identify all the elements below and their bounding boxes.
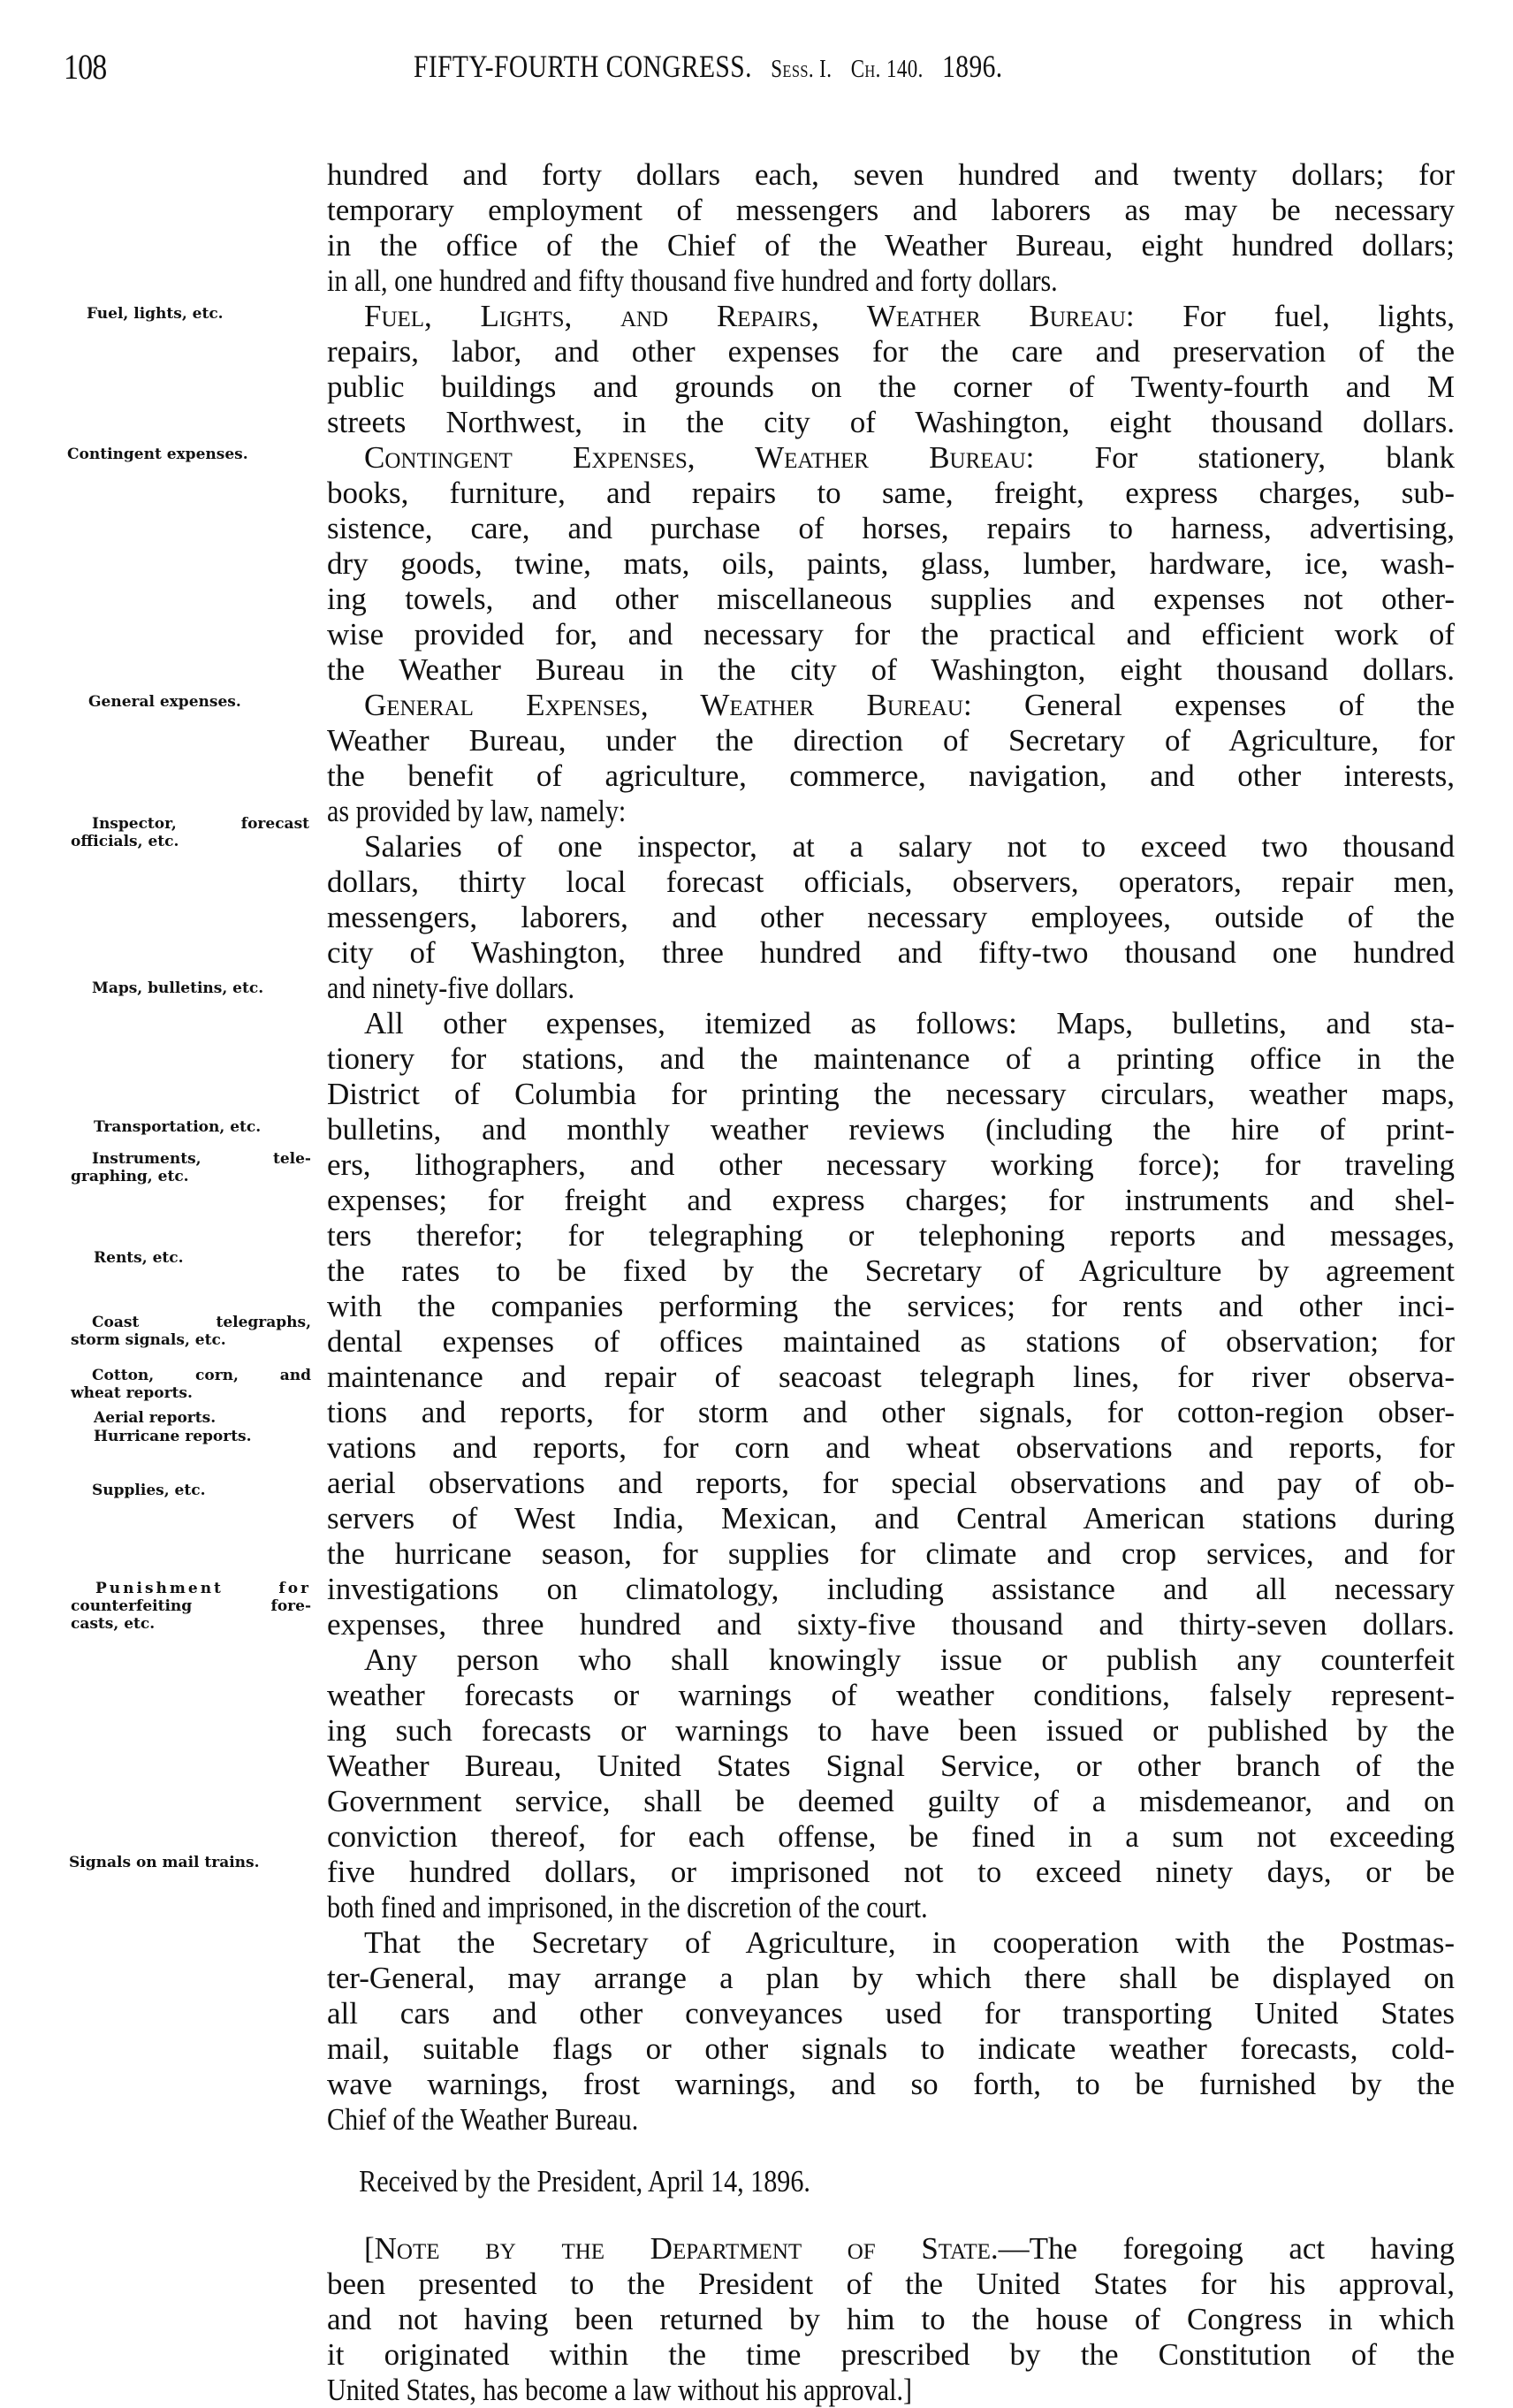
text-line: as provided by law, namely: bbox=[327, 794, 627, 828]
section-heading: Contingent Expenses, Weather Bureau: bbox=[364, 440, 1035, 475]
text-line: ing towels, and other miscellaneous supplies and expenses not other- bbox=[327, 582, 1455, 616]
margin-note-line: Contingent expenses. bbox=[67, 446, 248, 463]
margin-note-punishment bbox=[71, 1580, 311, 1633]
text-line: messengers, laborers, and other necessary employees, outside of the bbox=[327, 900, 1455, 934]
text-line: dollars, thirty local forecast officials, observers, operators, repair men, bbox=[327, 865, 1455, 899]
paragraph-mail-train-signals bbox=[327, 1925, 1455, 2137]
statute-body bbox=[327, 157, 1455, 2408]
text-line: Any person who shall knowingly issue or publish any counterfeit bbox=[364, 1642, 1455, 1677]
margin-note-rents bbox=[94, 1249, 184, 1267]
text-line: ters therefor; for telegraphing or telephoning reports and messages, bbox=[327, 1218, 1455, 1253]
paragraph-general bbox=[327, 688, 1455, 829]
margin-note-signals bbox=[69, 1854, 260, 1871]
received-by-president: Received by the President, April 14, 1896. bbox=[359, 2164, 810, 2198]
text-line: both fined and imprisoned, in the discretion of the court. bbox=[327, 1890, 928, 1924]
margin-note-line: casts, etc. bbox=[71, 1615, 156, 1633]
text-run: General expenses of the bbox=[971, 688, 1455, 722]
paragraph-counterfeit-forecasts bbox=[327, 1642, 1455, 1925]
text-line: temporary employment of messengers and laborers as may be necessary bbox=[327, 193, 1455, 227]
text-run: For stationery, blank bbox=[1034, 440, 1455, 475]
paragraph-contingent bbox=[327, 440, 1455, 688]
text-line: dry goods, twine, mats, oils, paints, glass, lumber, hardware, ice, wash- bbox=[327, 546, 1455, 581]
page-number: 108 bbox=[64, 47, 107, 87]
margin-note-general bbox=[88, 693, 241, 711]
text-line: conviction thereof, for each offense, be fined in a sum not exceeding bbox=[327, 1819, 1455, 1854]
margin-note-line: Inspector, forecast bbox=[92, 815, 309, 833]
text-line: the benefit of agriculture, commerce, navigation, and other interests, bbox=[327, 758, 1455, 793]
text-line bbox=[327, 299, 1455, 334]
session-label: Sess. I. bbox=[771, 56, 833, 83]
margin-note-line: Transportation, etc. bbox=[94, 1118, 262, 1136]
text-line: Salaries of one inspector, at a salary not to exceed two thousand bbox=[364, 829, 1455, 864]
margin-note-line: Rents, etc. bbox=[94, 1249, 184, 1267]
text-line: maintenance and repair of seacoast telegraph lines, for river observa- bbox=[327, 1360, 1455, 1394]
margin-note-maps bbox=[92, 979, 263, 997]
text-line: aerial observations and reports, for special observations and pay of ob- bbox=[327, 1466, 1455, 1500]
text-line: city of Washington, three hundred and fifty-two thousand one hundred bbox=[327, 935, 1455, 970]
text-line: repairs, labor, and other expenses for the care and preservation of the bbox=[327, 334, 1455, 369]
text-line: and ninety-five dollars. bbox=[327, 971, 575, 1005]
margin-note-hurricane bbox=[94, 1428, 252, 1445]
chapter-label: Ch. 140. bbox=[850, 56, 924, 83]
text-line: ers, lithographers, and other necessary working force); for traveling bbox=[327, 1147, 1455, 1182]
text-line: five hundred dollars, or imprisoned not to exceed ninety days, or be bbox=[327, 1855, 1455, 1889]
text-line: books, furniture, and repairs to same, freight, express charges, sub- bbox=[327, 476, 1455, 510]
paragraph-fuel-lights bbox=[327, 299, 1455, 440]
margin-note-line: Hurricane reports. bbox=[94, 1428, 252, 1445]
margin-note-line: storm signals, etc. bbox=[71, 1331, 226, 1349]
text-line: Chief of the Weather Bureau. bbox=[327, 2102, 639, 2137]
text-line: bulletins, and monthly weather reviews (including the hire of print- bbox=[327, 1112, 1455, 1147]
margin-note-line: graphing, etc. bbox=[71, 1168, 189, 1185]
running-head bbox=[414, 48, 1003, 85]
text-line bbox=[327, 440, 1455, 476]
text-line: dental expenses of offices maintained as stations of observation; for bbox=[327, 1324, 1455, 1359]
margin-note-line: counterfeiting fore- bbox=[71, 1597, 311, 1615]
section-heading: General Expenses, Weather Bureau: bbox=[364, 688, 972, 722]
text-run: For fuel, lights, bbox=[1134, 299, 1455, 333]
text-line: ter-General, may arrange a plan by which there shall be displayed on bbox=[327, 1961, 1455, 1995]
text-line: tionery for stations, and the maintenance of a printing office in the bbox=[327, 1041, 1455, 1076]
text-line: in the office of the Chief of the Weather Bureau, eight hundred dollars; bbox=[327, 228, 1455, 263]
text-line: with the companies performing the services; for rents and other inci- bbox=[327, 1289, 1455, 1323]
text-line: mail, suitable flags or other signals to indicate weather forecasts, cold- bbox=[327, 2031, 1455, 2066]
margin-note-supplies bbox=[92, 1482, 206, 1499]
text-line: and not having been returned by him to the house of Congress in which bbox=[327, 2302, 1455, 2336]
text-line: vations and reports, for corn and wheat observations and reports, for bbox=[327, 1430, 1455, 1465]
text-line: District of Columbia for printing the necessary circulars, weather maps, bbox=[327, 1077, 1455, 1111]
text-line: hundred and forty dollars each, seven hundred and twenty dollars; for bbox=[327, 157, 1455, 192]
spacer bbox=[327, 2137, 1455, 2164]
paragraph-continuation bbox=[327, 157, 1455, 299]
text-line: Weather Bureau, United States Signal Service, or other branch of the bbox=[327, 1749, 1455, 1783]
margin-note-line: Signals on mail trains. bbox=[69, 1854, 260, 1871]
margin-note-line: Instruments, tele- bbox=[92, 1150, 311, 1168]
note-heading: [Note by the Department of State. bbox=[364, 2231, 999, 2266]
margin-note-line: Punishment for bbox=[95, 1580, 311, 1597]
margin-note-fuel bbox=[87, 305, 224, 323]
text-line: servers of West India, Mexican, and Central American stations during bbox=[327, 1501, 1455, 1535]
text-line: All other expenses, itemized as follows: Maps, bulletins, and sta- bbox=[364, 1006, 1455, 1040]
congress-title: FIFTY-FOURTH CONGRESS. bbox=[414, 49, 752, 84]
text-line: expenses, three hundred and sixty-five thousand and thirty-seven dollars. bbox=[327, 1607, 1455, 1642]
paragraph-salaries bbox=[327, 829, 1455, 1006]
paragraph-other-expenses bbox=[327, 1006, 1455, 1642]
margin-note-line: Fuel, lights, etc. bbox=[87, 305, 224, 323]
margin-note-line: Aerial reports. bbox=[94, 1409, 217, 1427]
text-line: it originated within the time prescribed by the Constitution of the bbox=[327, 2337, 1455, 2372]
margin-note-inspector bbox=[71, 815, 309, 850]
text-line: That the Secretary of Agriculture, in cooperation with the Postmas- bbox=[364, 1925, 1455, 1960]
text-line: in all, one hundred and fifty thousand five hundred and forty dollars. bbox=[327, 263, 1058, 298]
margin-note-coast bbox=[71, 1314, 311, 1349]
margin-note-line: Coast telegraphs, bbox=[92, 1314, 311, 1331]
margin-note-line: wheat reports. bbox=[71, 1384, 193, 1402]
text-run: —The foregoing act having bbox=[998, 2231, 1455, 2266]
margin-note-line: Cotton, corn, and bbox=[92, 1367, 311, 1384]
text-line: Government service, shall be deemed guilty of a misdemeanor, and on bbox=[327, 1784, 1455, 1818]
margin-note-contingent bbox=[67, 446, 248, 463]
text-line: public buildings and grounds on the corner of Twenty-fourth and M bbox=[327, 370, 1455, 404]
text-line: sistence, care, and purchase of horses, repairs to harness, advertising, bbox=[327, 511, 1455, 545]
note-department-of-state bbox=[327, 2231, 1455, 2408]
text-line: weather forecasts or warnings of weather conditions, falsely represent- bbox=[327, 1678, 1455, 1712]
text-line: Weather Bureau, under the direction of Secretary of Agriculture, for bbox=[327, 723, 1455, 758]
margin-note-line: officials, etc. bbox=[71, 833, 179, 850]
year-label: 1896. bbox=[942, 49, 1003, 84]
section-heading: Fuel, Lights, and Repairs, Weather Bureau: bbox=[364, 299, 1135, 333]
page-header bbox=[0, 46, 1513, 90]
margin-note-line: Maps, bulletins, etc. bbox=[92, 979, 264, 997]
text-line: investigations on climatology, including assistance and all necessary bbox=[327, 1572, 1455, 1606]
text-line bbox=[327, 688, 1455, 723]
text-line: all cars and other conveyances used for transporting United States bbox=[327, 1996, 1455, 2031]
text-line: streets Northwest, in the city of Washington, eight thousand dollars. bbox=[327, 405, 1455, 439]
margin-note-line: Supplies, etc. bbox=[92, 1482, 206, 1499]
text-line: expenses; for freight and express charges; for instruments and shel- bbox=[327, 1183, 1455, 1217]
text-line: been presented to the President of the United States for his approval, bbox=[327, 2267, 1455, 2301]
text-line: ing such forecasts or warnings to have been issued or published by the bbox=[327, 1713, 1455, 1748]
text-line bbox=[327, 2231, 1455, 2267]
text-line: wave warnings, frost warnings, and so forth, to be furnished by the bbox=[327, 2067, 1455, 2101]
spacer bbox=[327, 2199, 1455, 2231]
margin-note-transportation bbox=[94, 1118, 261, 1136]
text-line: tions and reports, for storm and other signals, for cotton-region obser- bbox=[327, 1395, 1455, 1429]
margin-note-instruments bbox=[71, 1150, 311, 1185]
text-line: United States, has become a law without his approval.] bbox=[327, 2373, 913, 2407]
margin-note-cotton bbox=[71, 1367, 311, 1402]
text-line: wise provided for, and necessary for the practical and efficient work of bbox=[327, 617, 1455, 652]
margin-note-line: General expenses. bbox=[88, 693, 241, 711]
text-line: the rates to be fixed by the Secretary of Agriculture by agreement bbox=[327, 1254, 1455, 1288]
text-line: the hurricane season, for supplies for climate and crop services, and for bbox=[327, 1536, 1455, 1571]
text-line: the Weather Bureau in the city of Washington, eight thousand dollars. bbox=[327, 652, 1455, 687]
margin-note-aerial bbox=[94, 1409, 216, 1427]
